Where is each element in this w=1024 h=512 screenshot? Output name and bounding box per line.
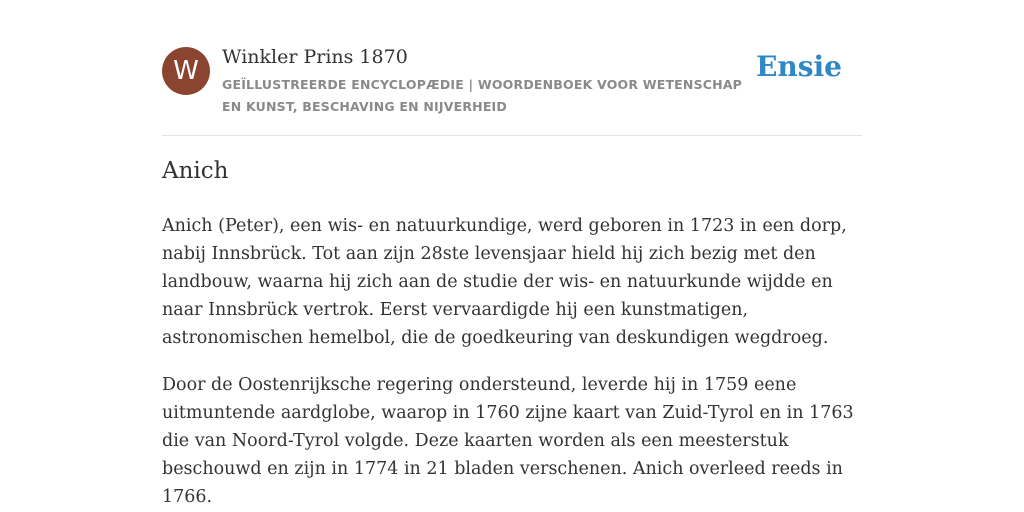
article-body bbox=[162, 212, 862, 512]
source-title[interactable]: Winkler Prins 1870 bbox=[222, 46, 408, 68]
brand-logo[interactable]: Ensie bbox=[756, 50, 842, 83]
source-header bbox=[162, 44, 862, 136]
source-avatar: W bbox=[162, 47, 210, 95]
article-paragraph: Door de Oostenrijksche regering ondersteund, leverde hij in 1759 eene uitmuntende aardglobe, waarop in 1760 zijne kaart van Zuid-Tyrol en in 1763 die van Noord-Tyrol volgde. Deze kaarten worden als een meesterstuk beschouwd en zijn in 1774 in 21 bladen verschenen. Anich overleed reeds in 1766. bbox=[162, 375, 854, 507]
source-subtitle: GEÏLLUSTREERDE ENCYCLOPÆDIE | WOORDENBOEK VOOR WETENSCHAP EN KUNST, BESCHAVING EN NIJVERHEID bbox=[222, 77, 743, 114]
article-title: Anich bbox=[162, 158, 229, 184]
article-paragraph: Anich (Peter), een wis- en natuurkundige, werd geboren in 1723 in een dorp, nabij Innsbrück. Tot aan zijn 28ste levensjaar hield hij zich bezig met den landbouw, waarna hij zich aan de studie der wis- en natuurkunde wijdde en naar Innsbrück vertrok. Eerst vervaardigde hij een kunstmatigen, astronomischen hemelbol, die de goedkeuring van deskundigen wegdroeg. bbox=[162, 216, 847, 348]
